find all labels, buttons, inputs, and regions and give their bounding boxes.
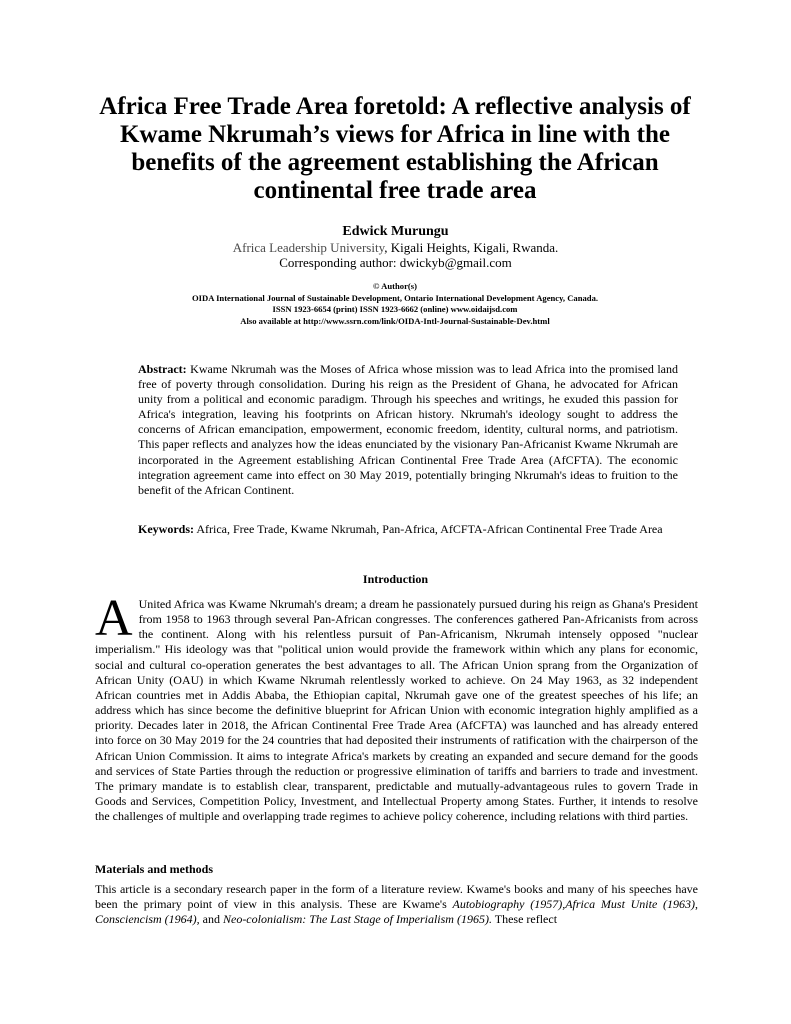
affiliation-institution: Africa Leadership University <box>232 240 385 255</box>
author-affiliation <box>0 240 791 256</box>
methods-heading: Materials and methods <box>95 862 213 876</box>
book-title-2: Consciencism (1964), <box>95 912 200 927</box>
abstract-text: Kwame Nkrumah was the Moses of Africa whose mission was to lead Africa into the promised land free of poverty through consolidation. During his reign as the President of Ghana, he advocated for African unity from a political and economic paradigm. Through his speeches and writings, he exuded this passion for Africa's integration, leaving his footprints on African history. Nkrumah's ideology sought to address the concerns of African emancipation, empowerment, economic freedom, identity, cultural norms, and patriotism. This paper reflects and analyzes how the ideas enunciated by the visionary Pan-Africanist Kwame Nkrumah are incorporated in the Agreement establishing African Continental Free Trade Area (AfCFTA). The economic integration agreement came into effect on 30 May 2019, potentially bringing Nkrumah's ideas to fruition to the benefit of the African Continent. <box>138 362 678 497</box>
publication-info <box>100 281 690 327</box>
introduction-text: United Africa was Kwame Nkrumah's dream; a dream he passionately pursued during his reign as Ghana's President from 1958 to 1963 through several Pan-African congresses. The conferences gathered Pan-Africanists from across the continent. Along with his relentless pursuit of Pan-Africanism, Nkrumah intensely opposed "nuclear imperialism." His ideology was that "political union would provide the framework within which any plans for economic, social and cultural co-operation generates the best advantages to all. The African Union sprang from the Organization of African Unity (OAU) in which Kwame Nkrumah relentlessly worked to achieve. On 24 May 1963, as 32 independent African countries met in Addis Ababa, the Ethiopian capital, Nkrumah gave one of the greatest speeches of his life; an address which has since become the definitive blueprint for African Union with economic integration highly amplified as a priority. Decades later in 2018, the African Continental Free Trade Area (AfCFTA) was launched and has already entered into force on 30 May 2019 for the 24 countries that had deposited their instruments of ratification with the chairperson of the African Union Commission. It aims to integrate Africa's markets by creating an expanded and secure demand for the goods and services of State Parties through the reduction or progressive elimination of tariffs and barriers to trade and investment. The primary mandate is to establish clear, transparent, predictable and mutually-advantageous rules to govern Trade in Goods and Services, Competition Policy, Investment, and Intellectual Property among States. Further, it intends to resolve the challenges of multiple and overlapping trade regimes to achieve policy coherence, including relations with third parties. <box>95 597 698 824</box>
methods-text-1: This article is a secondary research paper in the form of a literature review. Kwame's books and many of his speeches have been the primary point of view in this analysis. These are Kwame's <box>95 882 698 912</box>
author-name: Edwick Murungu <box>342 224 449 239</box>
introduction-body <box>95 590 698 824</box>
issn-line: ISSN 1923-6654 (print) ISSN 1923-6662 (online) www.oidaijsd.com <box>272 304 518 314</box>
keywords-label: Keywords: <box>138 522 194 536</box>
abstract-label: Abstract: <box>138 362 187 376</box>
corresponding-author: Corresponding author: dwickyb@gmail.com <box>279 255 512 270</box>
methods-sep-2: and <box>199 912 223 927</box>
abstract <box>138 362 678 498</box>
paper-title: Africa Free Trade Area foretold: A reflective analysis of Kwame Nkrumah’s views for Africa in line with the benefits of the agreement establishing the African continental free trade area <box>99 93 691 204</box>
affiliation-location: , Kigali Heights, Kigali, Rwanda. <box>384 240 559 255</box>
introduction-heading: Introduction <box>362 572 429 586</box>
methods-body <box>95 882 698 927</box>
copyright-line: © Author(s) <box>373 281 417 291</box>
methods-text-2: These reflect <box>491 912 558 927</box>
book-title-1: Autobiography (1957),Africa Must Unite (1963) <box>452 897 695 912</box>
availability-line: Also available at http://www.ssrn.com/link/OIDA-Intl-Journal-Sustainable-Dev.html <box>240 315 550 326</box>
journal-line: OIDA International Journal of Sustainable Development, Ontario International Development Agency, Canada. <box>191 292 599 303</box>
methods-sep-1: , <box>695 897 698 912</box>
book-title-3: Neo-colonialism: The Last Stage of Imperialism (1965). <box>222 912 492 927</box>
keywords <box>138 522 678 537</box>
drop-cap: A <box>95 590 133 647</box>
keywords-text: Africa, Free Trade, Kwame Nkrumah, Pan-Africa, AfCFTA-African Continental Free Trade Area <box>194 522 663 536</box>
